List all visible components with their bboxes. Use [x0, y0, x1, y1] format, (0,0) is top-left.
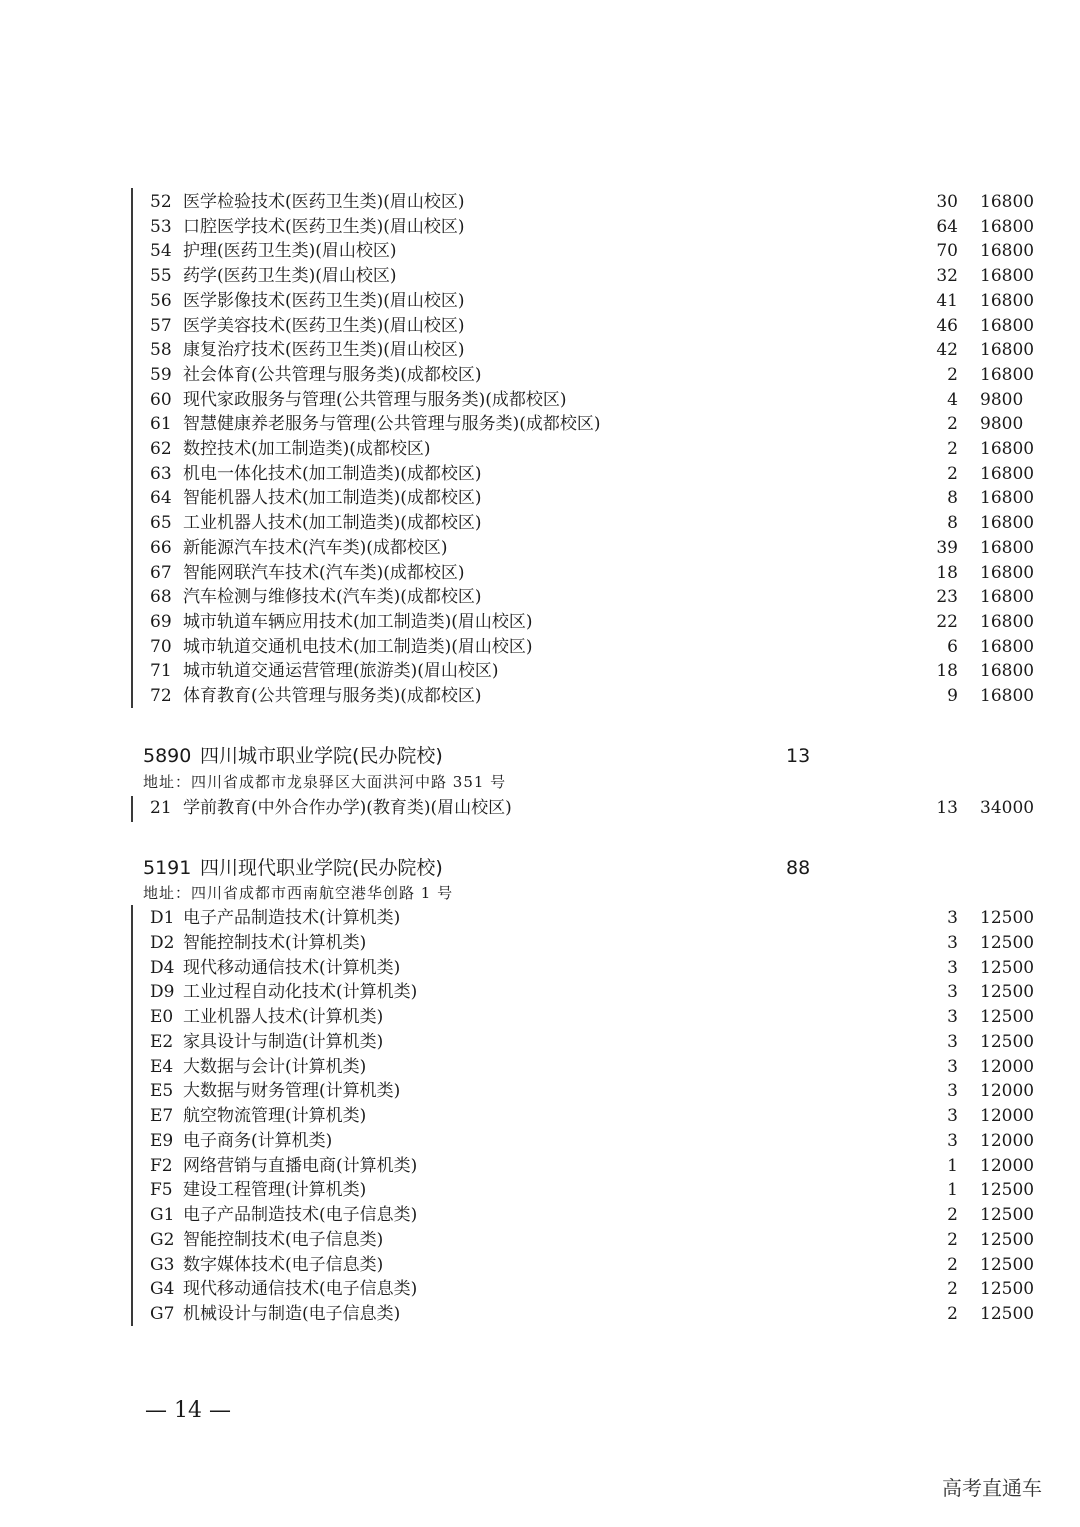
- major-code: E0: [150, 1007, 174, 1027]
- major-code: G1: [150, 1205, 175, 1225]
- school-header: [143, 743, 943, 769]
- enrollment-count: 3: [947, 1056, 958, 1077]
- enrollment-count: 41: [936, 290, 958, 311]
- major-name: 城市轨道车辆应用技术(加工制造类)(眉山校区): [183, 611, 533, 632]
- major-code: D9: [150, 982, 175, 1003]
- tuition-fee: 12500: [980, 1229, 1035, 1250]
- major-code: 55: [150, 266, 172, 287]
- enrollment-count: 8: [947, 488, 958, 509]
- enrollment-count: 3: [947, 1130, 958, 1151]
- major-name: 口腔医学技术(医药卫生类)(眉山校区): [183, 216, 465, 237]
- tuition-fee: 16800: [980, 636, 1035, 657]
- major-code: 62: [150, 439, 172, 459]
- major-row: [150, 956, 1035, 980]
- major-code: 64: [150, 488, 172, 509]
- major-row: [150, 511, 1035, 535]
- major-name: 大数据与会计(计算机类): [183, 1056, 367, 1077]
- tuition-fee: 12500: [980, 957, 1035, 978]
- tuition-fee: 16800: [980, 340, 1035, 361]
- major-row: [150, 486, 1035, 510]
- enrollment-count: 22: [936, 611, 958, 632]
- major-name: 现代移动通信技术(计算机类): [183, 957, 401, 978]
- major-name: 城市轨道交通运营管理(旅游类)(眉山校区): [183, 661, 499, 682]
- major-code: 54: [150, 241, 172, 262]
- major-name: 新能源汽车技术(汽车类)(成都校区): [183, 537, 448, 558]
- tuition-fee: 16800: [980, 587, 1035, 608]
- major-row: [150, 659, 1035, 683]
- major-name: 家具设计与制造(计算机类): [183, 1031, 384, 1052]
- major-code: G4: [150, 1279, 175, 1300]
- tuition-fee: 16800: [980, 686, 1035, 706]
- major-row: [150, 1228, 1035, 1252]
- major-row: [150, 388, 1024, 412]
- major-name: 医学检验技术(医药卫生类)(眉山校区): [183, 192, 465, 212]
- major-code: 70: [150, 636, 172, 657]
- major-name: 数控技术(加工制造类)(成都校区): [183, 439, 431, 459]
- tuition-fee: 16800: [980, 537, 1035, 558]
- tuition-fee: 9800: [980, 414, 1024, 435]
- major-row: [150, 536, 1035, 560]
- school-name: 四川现代职业学院(民办院校): [200, 857, 443, 879]
- major-row: [150, 1104, 1035, 1128]
- major-code: 68: [150, 587, 172, 608]
- major-name: 工业机器人技术(加工制造类)(成都校区): [183, 513, 482, 534]
- major-name: 学前教育(中外合作办学)(教育类)(眉山校区): [183, 798, 512, 818]
- enrollment-count: 2: [947, 1229, 958, 1250]
- tuition-fee: 16800: [980, 241, 1035, 262]
- tuition-fee: 12500: [980, 1007, 1035, 1027]
- tuition-fee: 16800: [980, 611, 1035, 632]
- enrollment-count: 2: [947, 439, 958, 459]
- school-name: 四川城市职业学院(民办院校): [200, 745, 443, 767]
- major-row: [150, 906, 1035, 930]
- tuition-fee: 9800: [980, 389, 1024, 410]
- enrollment-count: 3: [947, 957, 958, 978]
- major-code: 65: [150, 513, 172, 534]
- major-name: 智能控制技术(电子信息类): [183, 1229, 384, 1250]
- left-rule: [131, 796, 133, 822]
- major-code: 66: [150, 537, 172, 558]
- major-name: 机电一体化技术(加工制造类)(成都校区): [183, 463, 482, 484]
- tuition-fee: 16800: [980, 266, 1035, 287]
- major-name: 电子产品制造技术(电子信息类): [183, 1205, 418, 1225]
- major-row: [150, 363, 1035, 387]
- major-row: [150, 462, 1035, 486]
- major-code: F2: [150, 1155, 173, 1176]
- major-row: [150, 635, 1035, 659]
- tuition-fee: 12500: [980, 932, 1035, 953]
- major-name: 现代家政服务与管理(公共管理与服务类)(成都校区): [183, 389, 567, 410]
- left-rule: [131, 905, 133, 1326]
- major-code: E9: [150, 1130, 174, 1151]
- major-name: 电子商务(计算机类): [183, 1130, 333, 1151]
- enrollment-count: 2: [947, 1304, 958, 1324]
- major-name: 康复治疗技术(医药卫生类)(眉山校区): [183, 340, 465, 361]
- major-row: [150, 239, 1035, 263]
- enrollment-count: 3: [947, 982, 958, 1003]
- major-code: E7: [150, 1106, 174, 1126]
- enrollment-count: 6: [947, 636, 958, 657]
- enrollment-count: 2: [947, 364, 958, 385]
- enrollment-count: 18: [936, 661, 958, 682]
- major-name: 汽车检测与维修技术(汽车类)(成都校区): [183, 587, 482, 608]
- enrollment-count: 4: [947, 389, 958, 410]
- tuition-fee: 12000: [980, 1130, 1035, 1151]
- tuition-fee: 16800: [980, 661, 1035, 682]
- major-name: 网络营销与直播电商(计算机类): [183, 1155, 418, 1176]
- enrollment-count: 8: [947, 513, 958, 534]
- major-code: 69: [150, 611, 172, 632]
- tuition-fee: 12500: [980, 1279, 1035, 1300]
- school-code: 5191: [143, 857, 192, 879]
- tuition-fee: 12000: [980, 1155, 1035, 1176]
- school-code: 5890: [143, 745, 192, 767]
- major-name: 智慧健康养老服务与管理(公共管理与服务类)(成都校区): [183, 414, 601, 435]
- school-total: 13: [786, 745, 811, 767]
- tuition-fee: 16800: [980, 463, 1035, 484]
- major-code: E4: [150, 1056, 174, 1077]
- tuition-fee: 16800: [980, 216, 1035, 237]
- major-name: 航空物流管理(计算机类): [183, 1106, 367, 1126]
- major-row: [150, 190, 1035, 214]
- major-name: 体育教育(公共管理与服务类)(成都校区): [183, 686, 482, 706]
- major-row: [150, 289, 1035, 313]
- enrollment-count: 2: [947, 463, 958, 484]
- major-name: 社会体育(公共管理与服务类)(成都校区): [183, 364, 482, 385]
- enrollment-count: 3: [947, 1081, 958, 1102]
- enrollment-count: 1: [947, 1180, 958, 1201]
- major-code: E2: [150, 1031, 174, 1052]
- major-row: [150, 215, 1035, 239]
- major-row: [150, 1154, 1035, 1178]
- major-name: 机械设计与制造(电子信息类): [183, 1304, 401, 1324]
- major-row: [150, 264, 1035, 288]
- major-name: 大数据与财务管理(计算机类): [183, 1081, 401, 1102]
- major-row: [150, 1302, 1035, 1326]
- enrollment-count: 9: [947, 686, 958, 706]
- enrollment-count: 2: [947, 1279, 958, 1300]
- major-row: [150, 684, 1035, 708]
- major-name: 电子产品制造技术(计算机类): [183, 908, 401, 928]
- major-code: E5: [150, 1081, 174, 1102]
- page-number: — 14 —: [145, 1398, 231, 1423]
- major-row: [150, 1277, 1035, 1301]
- enrollment-count: 23: [936, 587, 958, 608]
- major-row: [150, 1178, 1035, 1202]
- enrollment-count: 30: [936, 192, 958, 212]
- major-row: [150, 610, 1035, 634]
- enrollment-count: 1: [947, 1155, 958, 1176]
- enrollment-count: 13: [936, 798, 958, 818]
- tuition-fee: 34000: [980, 798, 1035, 818]
- tuition-fee: 12500: [980, 982, 1035, 1003]
- enrollment-count: 64: [936, 216, 958, 237]
- tuition-fee: 12000: [980, 1081, 1035, 1102]
- major-name: 工业过程自动化技术(计算机类): [183, 982, 418, 1003]
- enrollment-count: 32: [936, 266, 958, 287]
- tuition-fee: 16800: [980, 488, 1035, 509]
- major-code: 63: [150, 463, 172, 484]
- major-row: [150, 1005, 1035, 1029]
- enrollment-count: 2: [947, 1205, 958, 1225]
- major-row: [150, 1055, 1035, 1079]
- major-row: [150, 931, 1035, 955]
- major-code: 57: [150, 315, 172, 336]
- major-name: 工业机器人技术(计算机类): [183, 1007, 384, 1027]
- major-name: 城市轨道交通机电技术(加工制造类)(眉山校区): [183, 636, 533, 657]
- enrollment-count: 2: [947, 1254, 958, 1275]
- major-code: 56: [150, 290, 172, 311]
- major-row: [150, 1129, 1035, 1153]
- watermark-text: 高考直通车: [942, 1476, 1042, 1500]
- major-row: [150, 585, 1035, 609]
- major-row: [150, 796, 1035, 820]
- tuition-fee: 12000: [980, 1106, 1035, 1126]
- tuition-fee: 16800: [980, 290, 1035, 311]
- tuition-fee: 12000: [980, 1056, 1035, 1077]
- major-name: 智能控制技术(计算机类): [183, 932, 367, 953]
- major-row: [150, 980, 1035, 1004]
- enrollment-count: 46: [936, 315, 958, 336]
- major-row: [150, 338, 1035, 362]
- major-code: G2: [150, 1229, 175, 1250]
- major-code: 59: [150, 364, 172, 385]
- major-name: 医学影像技术(医药卫生类)(眉山校区): [183, 290, 465, 311]
- tuition-fee: 16800: [980, 192, 1035, 212]
- major-row: [150, 1203, 1035, 1227]
- tuition-fee: 16800: [980, 439, 1035, 459]
- major-code: 67: [150, 562, 172, 583]
- major-code: 71: [150, 661, 172, 682]
- major-code: 61: [150, 414, 172, 435]
- tuition-fee: 16800: [980, 315, 1035, 336]
- enrollment-count: 42: [936, 340, 958, 361]
- enrollment-count: 39: [936, 537, 958, 558]
- major-name: 数字媒体技术(电子信息类): [183, 1254, 384, 1275]
- major-name: 护理(医药卫生类)(眉山校区): [183, 241, 397, 262]
- major-code: G3: [150, 1254, 175, 1275]
- major-code: D2: [150, 932, 175, 953]
- major-name: 现代移动通信技术(电子信息类): [183, 1279, 418, 1300]
- major-code: 72: [150, 686, 172, 706]
- major-name: 医学美容技术(医药卫生类)(眉山校区): [183, 315, 465, 336]
- major-row: [150, 412, 1024, 436]
- major-name: 智能机器人技术(加工制造类)(成都校区): [183, 488, 482, 509]
- major-row: [150, 437, 1035, 461]
- tuition-fee: 12500: [980, 1205, 1035, 1225]
- major-row: [150, 314, 1035, 338]
- major-code: D4: [150, 957, 175, 978]
- tuition-fee: 12500: [980, 1254, 1035, 1275]
- major-row: [150, 1253, 1035, 1277]
- major-row: [150, 561, 1035, 585]
- enrollment-count: 3: [947, 932, 958, 953]
- major-name: 智能网联汽车技术(汽车类)(成都校区): [183, 562, 465, 583]
- major-name: 药学(医药卫生类)(眉山校区): [183, 266, 397, 287]
- school-address: 地址：四川省成都市西南航空港华创路 1 号: [143, 884, 454, 902]
- tuition-fee: 12500: [980, 908, 1035, 928]
- enrollment-count: 3: [947, 1007, 958, 1027]
- major-code: G7: [150, 1304, 175, 1324]
- tuition-fee: 16800: [980, 364, 1035, 385]
- major-code: 58: [150, 340, 172, 361]
- enrollment-count: 3: [947, 1031, 958, 1052]
- school-header: [143, 855, 943, 881]
- tuition-fee: 12500: [980, 1180, 1035, 1201]
- major-row: [150, 1079, 1035, 1103]
- school-address: 地址：四川省成都市龙泉驿区大面洪河中路 351 号: [143, 773, 507, 791]
- major-code: 53: [150, 216, 172, 237]
- major-code: F5: [150, 1180, 173, 1201]
- tuition-fee: 12500: [980, 1031, 1035, 1052]
- left-rule: [131, 188, 133, 708]
- tuition-fee: 16800: [980, 513, 1035, 534]
- tuition-fee: 12500: [980, 1304, 1035, 1324]
- major-row: [150, 1030, 1035, 1054]
- tuition-fee: 16800: [980, 562, 1035, 583]
- enrollment-count: 3: [947, 1106, 958, 1126]
- enrollment-count: 2: [947, 414, 958, 435]
- major-code: 52: [150, 192, 172, 212]
- enrollment-count: 18: [936, 562, 958, 583]
- enrollment-count: 3: [947, 908, 958, 928]
- major-code: D1: [150, 908, 175, 928]
- enrollment-count: 70: [936, 241, 958, 262]
- major-name: 建设工程管理(计算机类): [183, 1180, 367, 1201]
- major-code: 60: [150, 389, 172, 410]
- major-code: 21: [150, 798, 172, 818]
- school-total: 88: [786, 857, 811, 879]
